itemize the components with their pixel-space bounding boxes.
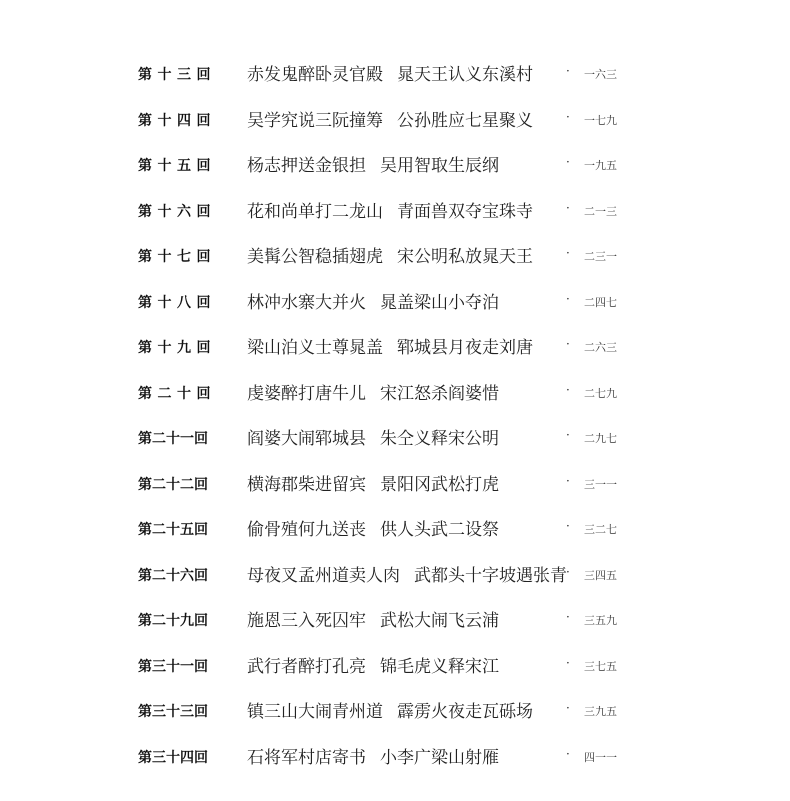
toc-entry	[0, 52, 790, 98]
chapter-title	[247, 379, 499, 404]
chapter-number: 第二十九回	[138, 613, 208, 629]
toc-entry	[0, 507, 790, 553]
title-first-line: 杨志押送金银担	[247, 156, 366, 176]
toc-entry	[0, 644, 790, 690]
title-first-line: 母夜叉孟州道卖人肉	[247, 565, 400, 586]
page-number: 三二七	[584, 523, 617, 536]
chapter-number: 第二十二回	[138, 476, 208, 493]
toc-entry	[0, 98, 790, 144]
leader-dot: ·	[566, 109, 570, 124]
page-number: 四一一	[584, 750, 617, 764]
chapter-title	[247, 697, 533, 722]
title-second-line: 青面兽双夺宝珠寺	[397, 201, 533, 222]
chapter-title	[247, 106, 533, 131]
leader-dot: ·	[566, 473, 570, 488]
title-second-line: 霹雳火夜走瓦砾场	[397, 702, 533, 722]
chapter-title	[247, 424, 499, 449]
chapter-number: 第三十一回	[138, 658, 208, 675]
page-number: 二三一	[584, 250, 617, 263]
chapter-number: 第二十回	[138, 385, 216, 402]
toc-entry	[0, 325, 790, 371]
leader-dot: ·	[566, 746, 570, 761]
table-of-contents	[0, 52, 790, 780]
title-second-line: 吴用智取生辰纲	[380, 156, 499, 176]
chapter-title	[247, 606, 499, 631]
chapter-number: 第十三回	[138, 67, 216, 83]
toc-entry	[0, 553, 790, 599]
chapter-number: 第十四回	[138, 112, 216, 129]
title-second-line: 宋公明私放晁天王	[397, 247, 533, 267]
title-first-line: 阎婆大闹郓城县	[247, 429, 366, 449]
page-number: 三一一	[584, 477, 617, 491]
leader-dot: ·	[566, 610, 570, 624]
chapter-number: 第十八回	[138, 294, 216, 311]
title-second-line: 宋江怒杀阎婆惜	[380, 383, 499, 404]
title-second-line: 武松大闹飞云浦	[380, 611, 499, 631]
page-number: 三四五	[584, 568, 617, 582]
chapter-number: 第二十一回	[138, 431, 208, 447]
title-first-line: 吴学究说三阮撞筹	[247, 110, 383, 131]
toc-entry	[0, 598, 790, 644]
leader-dot: ·	[566, 701, 570, 715]
page-number: 二九七	[584, 432, 617, 445]
chapter-title	[247, 60, 533, 85]
title-first-line: 花和尚单打二龙山	[247, 201, 383, 222]
toc-entry	[0, 735, 790, 781]
chapter-title	[247, 333, 533, 358]
title-first-line: 林冲水寨大并火	[247, 292, 366, 313]
page-number: 一七九	[584, 113, 617, 127]
leader-dot: ·	[566, 564, 570, 579]
title-second-line: 景阳冈武松打虎	[380, 474, 499, 495]
chapter-title	[247, 288, 499, 313]
chapter-number: 第二十五回	[138, 522, 208, 538]
title-second-line: 晁盖梁山小夺泊	[380, 292, 499, 313]
toc-entry	[0, 143, 790, 189]
page-number: 三九五	[584, 705, 617, 718]
leader-dot: ·	[566, 155, 570, 169]
chapter-title	[247, 743, 499, 768]
toc-entry	[0, 280, 790, 326]
chapter-title	[247, 652, 499, 677]
title-first-line: 虔婆醉打唐牛儿	[247, 383, 366, 404]
title-second-line: 晁天王认义东溪村	[397, 65, 533, 85]
leader-dot: ·	[566, 519, 570, 533]
title-second-line: 郓城县月夜走刘唐	[397, 338, 533, 358]
leader-dot: ·	[566, 382, 570, 397]
leader-dot: ·	[566, 337, 570, 351]
chapter-number: 第二十六回	[138, 567, 208, 584]
leader-dot: ·	[566, 200, 570, 215]
title-first-line: 偷骨殖何九送丧	[247, 520, 366, 540]
leader-dot: ·	[566, 246, 570, 260]
chapter-number: 第十六回	[138, 203, 216, 220]
page-number: 三五九	[584, 614, 617, 627]
title-first-line: 赤发鬼醉卧灵官殿	[247, 65, 383, 85]
toc-entry	[0, 689, 790, 735]
toc-entry	[0, 416, 790, 462]
toc-entry	[0, 189, 790, 235]
leader-dot: ·	[566, 64, 570, 78]
title-first-line: 石将军村店寄书	[247, 747, 366, 768]
chapter-number: 第十九回	[138, 340, 216, 356]
page-number: 二七九	[584, 386, 617, 400]
chapter-title	[247, 515, 499, 540]
chapter-title	[247, 470, 499, 495]
chapter-title	[247, 151, 499, 176]
title-first-line: 武行者醉打孔亮	[247, 656, 366, 677]
title-first-line: 美髯公智稳插翅虎	[247, 247, 383, 267]
title-first-line: 横海郡柴进留宾	[247, 474, 366, 495]
toc-entry	[0, 371, 790, 417]
chapter-number: 第十五回	[138, 158, 216, 174]
chapter-title	[247, 197, 533, 222]
page-number: 二六三	[584, 341, 617, 354]
title-second-line: 公孙胜应七星聚义	[397, 110, 533, 131]
title-second-line: 锦毛虎义释宋江	[380, 656, 499, 677]
toc-entry	[0, 234, 790, 280]
chapter-number: 第三十四回	[138, 749, 208, 766]
leader-dot: ·	[566, 428, 570, 442]
page-number: 一六三	[584, 68, 617, 81]
leader-dot: ·	[566, 291, 570, 306]
title-second-line: 供人头武二设祭	[380, 520, 499, 540]
title-second-line: 武都头十字坡遇张青	[414, 565, 567, 586]
toc-entry	[0, 462, 790, 508]
page-number: 一九五	[584, 159, 617, 172]
page-number: 二一三	[584, 204, 617, 218]
page-number: 三七五	[584, 659, 617, 673]
leader-dot: ·	[566, 655, 570, 670]
title-first-line: 镇三山大闹青州道	[247, 702, 383, 722]
chapter-number: 第十七回	[138, 249, 216, 265]
title-first-line: 施恩三入死囚牢	[247, 611, 366, 631]
chapter-title	[247, 561, 567, 586]
chapter-number: 第三十三回	[138, 704, 208, 720]
chapter-title	[247, 242, 533, 267]
title-second-line: 小李广梁山射雁	[380, 747, 499, 768]
title-first-line: 梁山泊义士尊晁盖	[247, 338, 383, 358]
page-number: 二四七	[584, 295, 617, 309]
title-second-line: 朱仝义释宋公明	[380, 429, 499, 449]
